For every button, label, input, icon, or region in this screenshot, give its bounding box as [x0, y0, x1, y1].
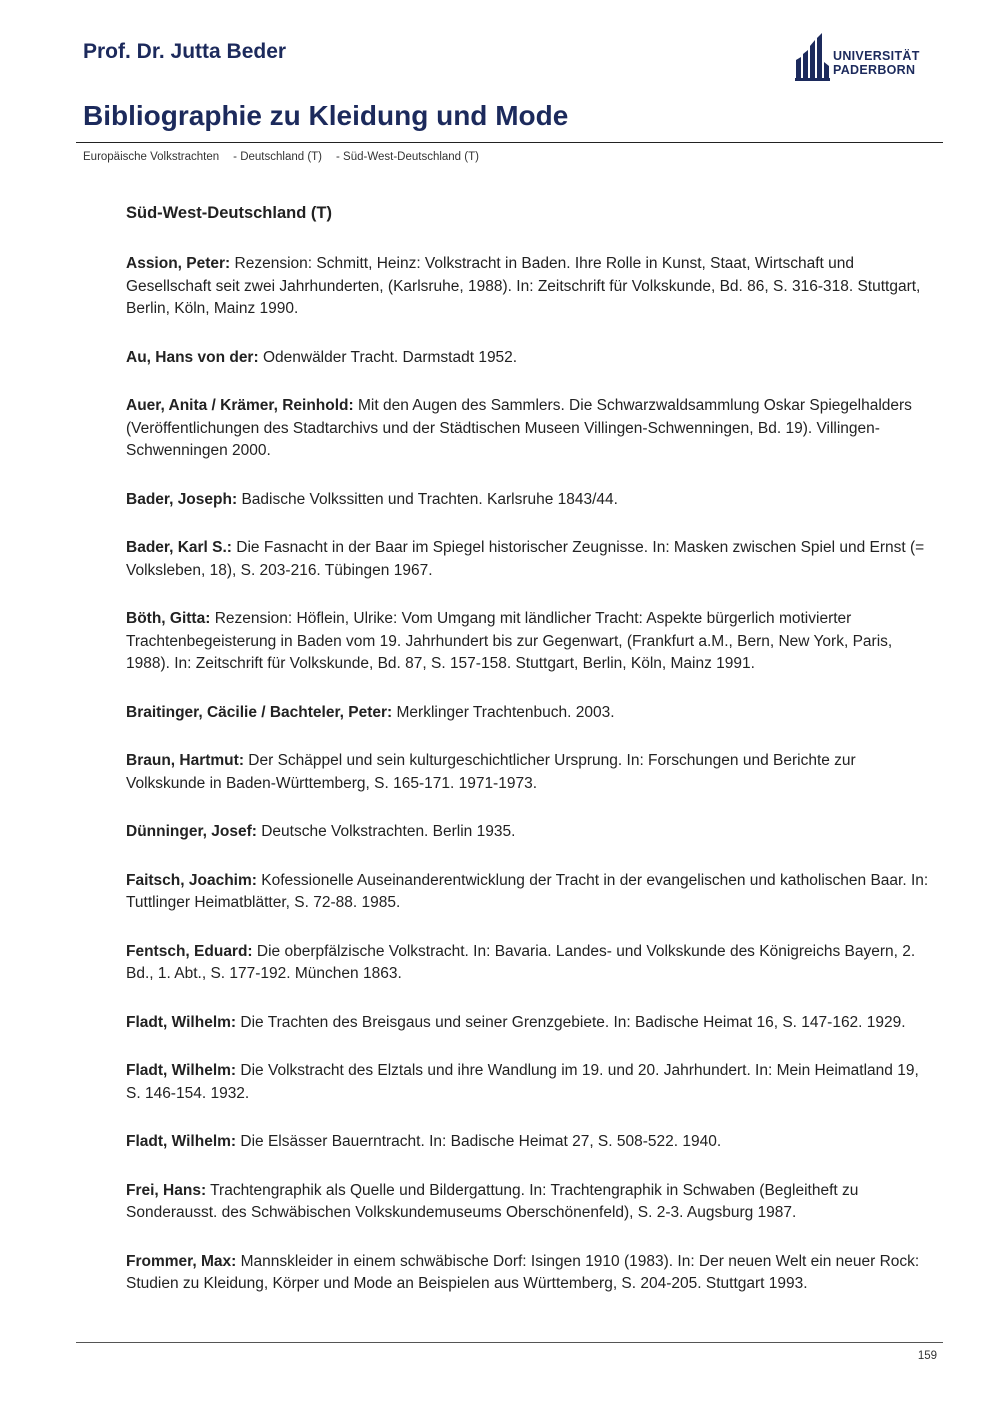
breadcrumb-item[interactable]: Europäische Volkstrachten — [83, 151, 220, 163]
entry-text: Die oberpfälzische Volkstracht. In: Bavaria. Landes- und Volkskunde des Königreichs Bayern, 2. Bd., 1. Abt., S. 177-192. München 1863. — [126, 942, 916, 982]
breadcrumb-item[interactable]: - Deutschland (T) — [233, 151, 323, 163]
bibliography-entry — [126, 537, 936, 582]
entry-text: Die Volkstracht des Elztals und ihre Wandlung im 19. und 20. Jahrhundert. In: Mein Heimatland 19, S. 146-154. 1932. — [126, 1062, 919, 1102]
entry-text: Der Schäppel und sein kulturgeschichtlicher Ursprung. In: Forschungen und Berichte zur Volkskunde in Baden-Württemberg, S. 165-171. 1971-1973. — [126, 752, 856, 792]
document-title: Bibliographie zu Kleidung und Mode — [83, 100, 569, 131]
page-number: 159 — [917, 1350, 937, 1362]
author-name: Prof. Dr. Jutta Beder — [83, 40, 287, 63]
entry-text: Deutsche Volkstrachten. Berlin 1935. — [261, 823, 516, 840]
bibliography-entry — [126, 870, 936, 915]
section-title: Süd-West-Deutschland (T) — [126, 204, 332, 222]
entry-author: Bader, Joseph: — [126, 490, 238, 508]
breadcrumb-item[interactable]: - Süd-West-Deutschland (T) — [336, 151, 479, 163]
bibliography-entry — [126, 608, 936, 676]
entry-author: Böth, Gitta: — [126, 610, 211, 627]
entry-author: Frei, Hans: — [126, 1181, 207, 1199]
bibliography-entry — [126, 1131, 936, 1154]
bibliography-entry — [126, 1060, 936, 1105]
entry-author: Dünninger, Josef: — [126, 823, 257, 840]
logo-line-1: UNIVERSITÄT — [833, 49, 920, 63]
entry-author: Auer, Anita / Krämer, Reinhold: — [126, 397, 354, 414]
bibliography-content — [126, 204, 936, 1322]
bibliography-entry — [126, 253, 936, 321]
bibliography-entry — [126, 1012, 936, 1035]
entry-text: Die Fasnacht in der Baar im Spiegel historischer Zeugnisse. In: Masken zwischen Spiel und Ernst (= Volksleben, 18), S. 203-216. Tübingen 1967. — [126, 539, 925, 579]
entry-text: Mannskleider in einem schwäbische Dorf: Isingen 1910 (1983). In: Der neuen Welt ein neuer Rock: Studien zu Kleidung, Körper und Mode an Beispielen aus Württemberg, S. 204-205. Stuttgart 1993. — [126, 1252, 920, 1292]
entry-author: Frommer, Max: — [126, 1252, 237, 1270]
entry-author: Fladt, Wilhelm: — [126, 1062, 237, 1079]
entry-text: Merklinger Trachtenbuch. 2003. — [396, 703, 615, 721]
footer-divider — [76, 1342, 943, 1343]
bibliography-entry — [126, 489, 936, 512]
entry-author: Fladt, Wilhelm: — [126, 1013, 237, 1031]
bibliography-entry — [126, 395, 936, 463]
bibliography-entry — [126, 821, 936, 844]
entry-text: Rezension: Schmitt, Heinz: Volkstracht in Baden. Ihre Rolle in Kunst, Staat, Wirtschaft und Gesellschaft seit zwei Jahrhunderten, (Karlsruhe, 1988). In: Zeitschrift für Volkskunde, Bd. 86, S. 316-318. Stuttgart, Berlin, Köln, Mainz 1990. — [126, 255, 921, 317]
entry-author: Braun, Hartmut: — [126, 752, 244, 769]
entry-author: Braitinger, Cäcilie / Bachteler, Peter: — [126, 703, 393, 721]
bibliography-entry — [126, 347, 936, 370]
entry-author: Fentsch, Eduard: — [126, 942, 253, 960]
breadcrumb — [83, 151, 479, 163]
entry-author: Fladt, Wilhelm: — [126, 1133, 237, 1150]
entry-text: Mit den Augen des Sammlers. Die Schwarzwaldsammlung Oskar Spiegelhalders (Veröffentlichungen des Stadtarchivs und der Städtischen Museen Villingen-Schwenningen, Bd. 19). Villingen-Schwenningen 2000. — [126, 397, 912, 459]
bibliography-entry — [126, 941, 936, 986]
entry-text: Odenwälder Tracht. Darmstadt 1952. — [262, 348, 518, 366]
bibliography-entry — [126, 1251, 936, 1296]
university-logo — [794, 32, 934, 82]
entry-text: Rezension: Höflein, Ulrike: Vom Umgang mit ländlicher Tracht: Aspekte bürgerlich motivierter Trachtenbegeisterung in Baden vom 19. Jahrhundert bis zur Gegenwart, (Frankfurt a.M., Bern, New York, Paris, 1988). In: Zeitschrift für Volkskunde, Bd. 87, S. 157-158. Stuttgart, Berlin, Köln, Mainz 1991. — [126, 610, 893, 672]
entry-text: Trachtengraphik als Quelle und Bildergattung. In: Trachtengraphik in Schwaben (Begleitheft zu Sonderausst. des Schwäbischen Volkskundemuseums Oberschönenfeld), S. 2-3. Augsburg 1987. — [126, 1181, 859, 1221]
bibliography-entry — [126, 702, 936, 725]
entry-text: Badische Volkssitten und Trachten. Karlsruhe 1843/44. — [241, 490, 618, 508]
entry-author: Faitsch, Joachim: — [126, 871, 257, 889]
bibliography-entry — [126, 750, 936, 795]
entry-author: Assion, Peter: — [126, 255, 231, 272]
entry-text: Kofessionelle Auseinanderentwicklung der Tracht in der evangelischen und katholischen Baar. In: Tuttlinger Heimatblätter, S. 72-88. 1985. — [126, 871, 929, 911]
bibliography-list — [126, 253, 936, 1296]
university-tower-icon — [794, 32, 832, 82]
entry-author: Au, Hans von der: — [126, 348, 259, 366]
entry-text: Die Trachten des Breisgaus und seiner Grenzgebiete. In: Badische Heimat 16, S. 147-162. 1929. — [240, 1013, 906, 1031]
entry-text: Die Elsässer Bauerntracht. In: Badische Heimat 27, S. 508-522. 1940. — [240, 1133, 722, 1150]
entry-author: Bader, Karl S.: — [126, 539, 232, 556]
header-divider — [76, 142, 943, 143]
bibliography-entry — [126, 1180, 936, 1225]
logo-line-2: PADERBORN — [833, 63, 916, 77]
